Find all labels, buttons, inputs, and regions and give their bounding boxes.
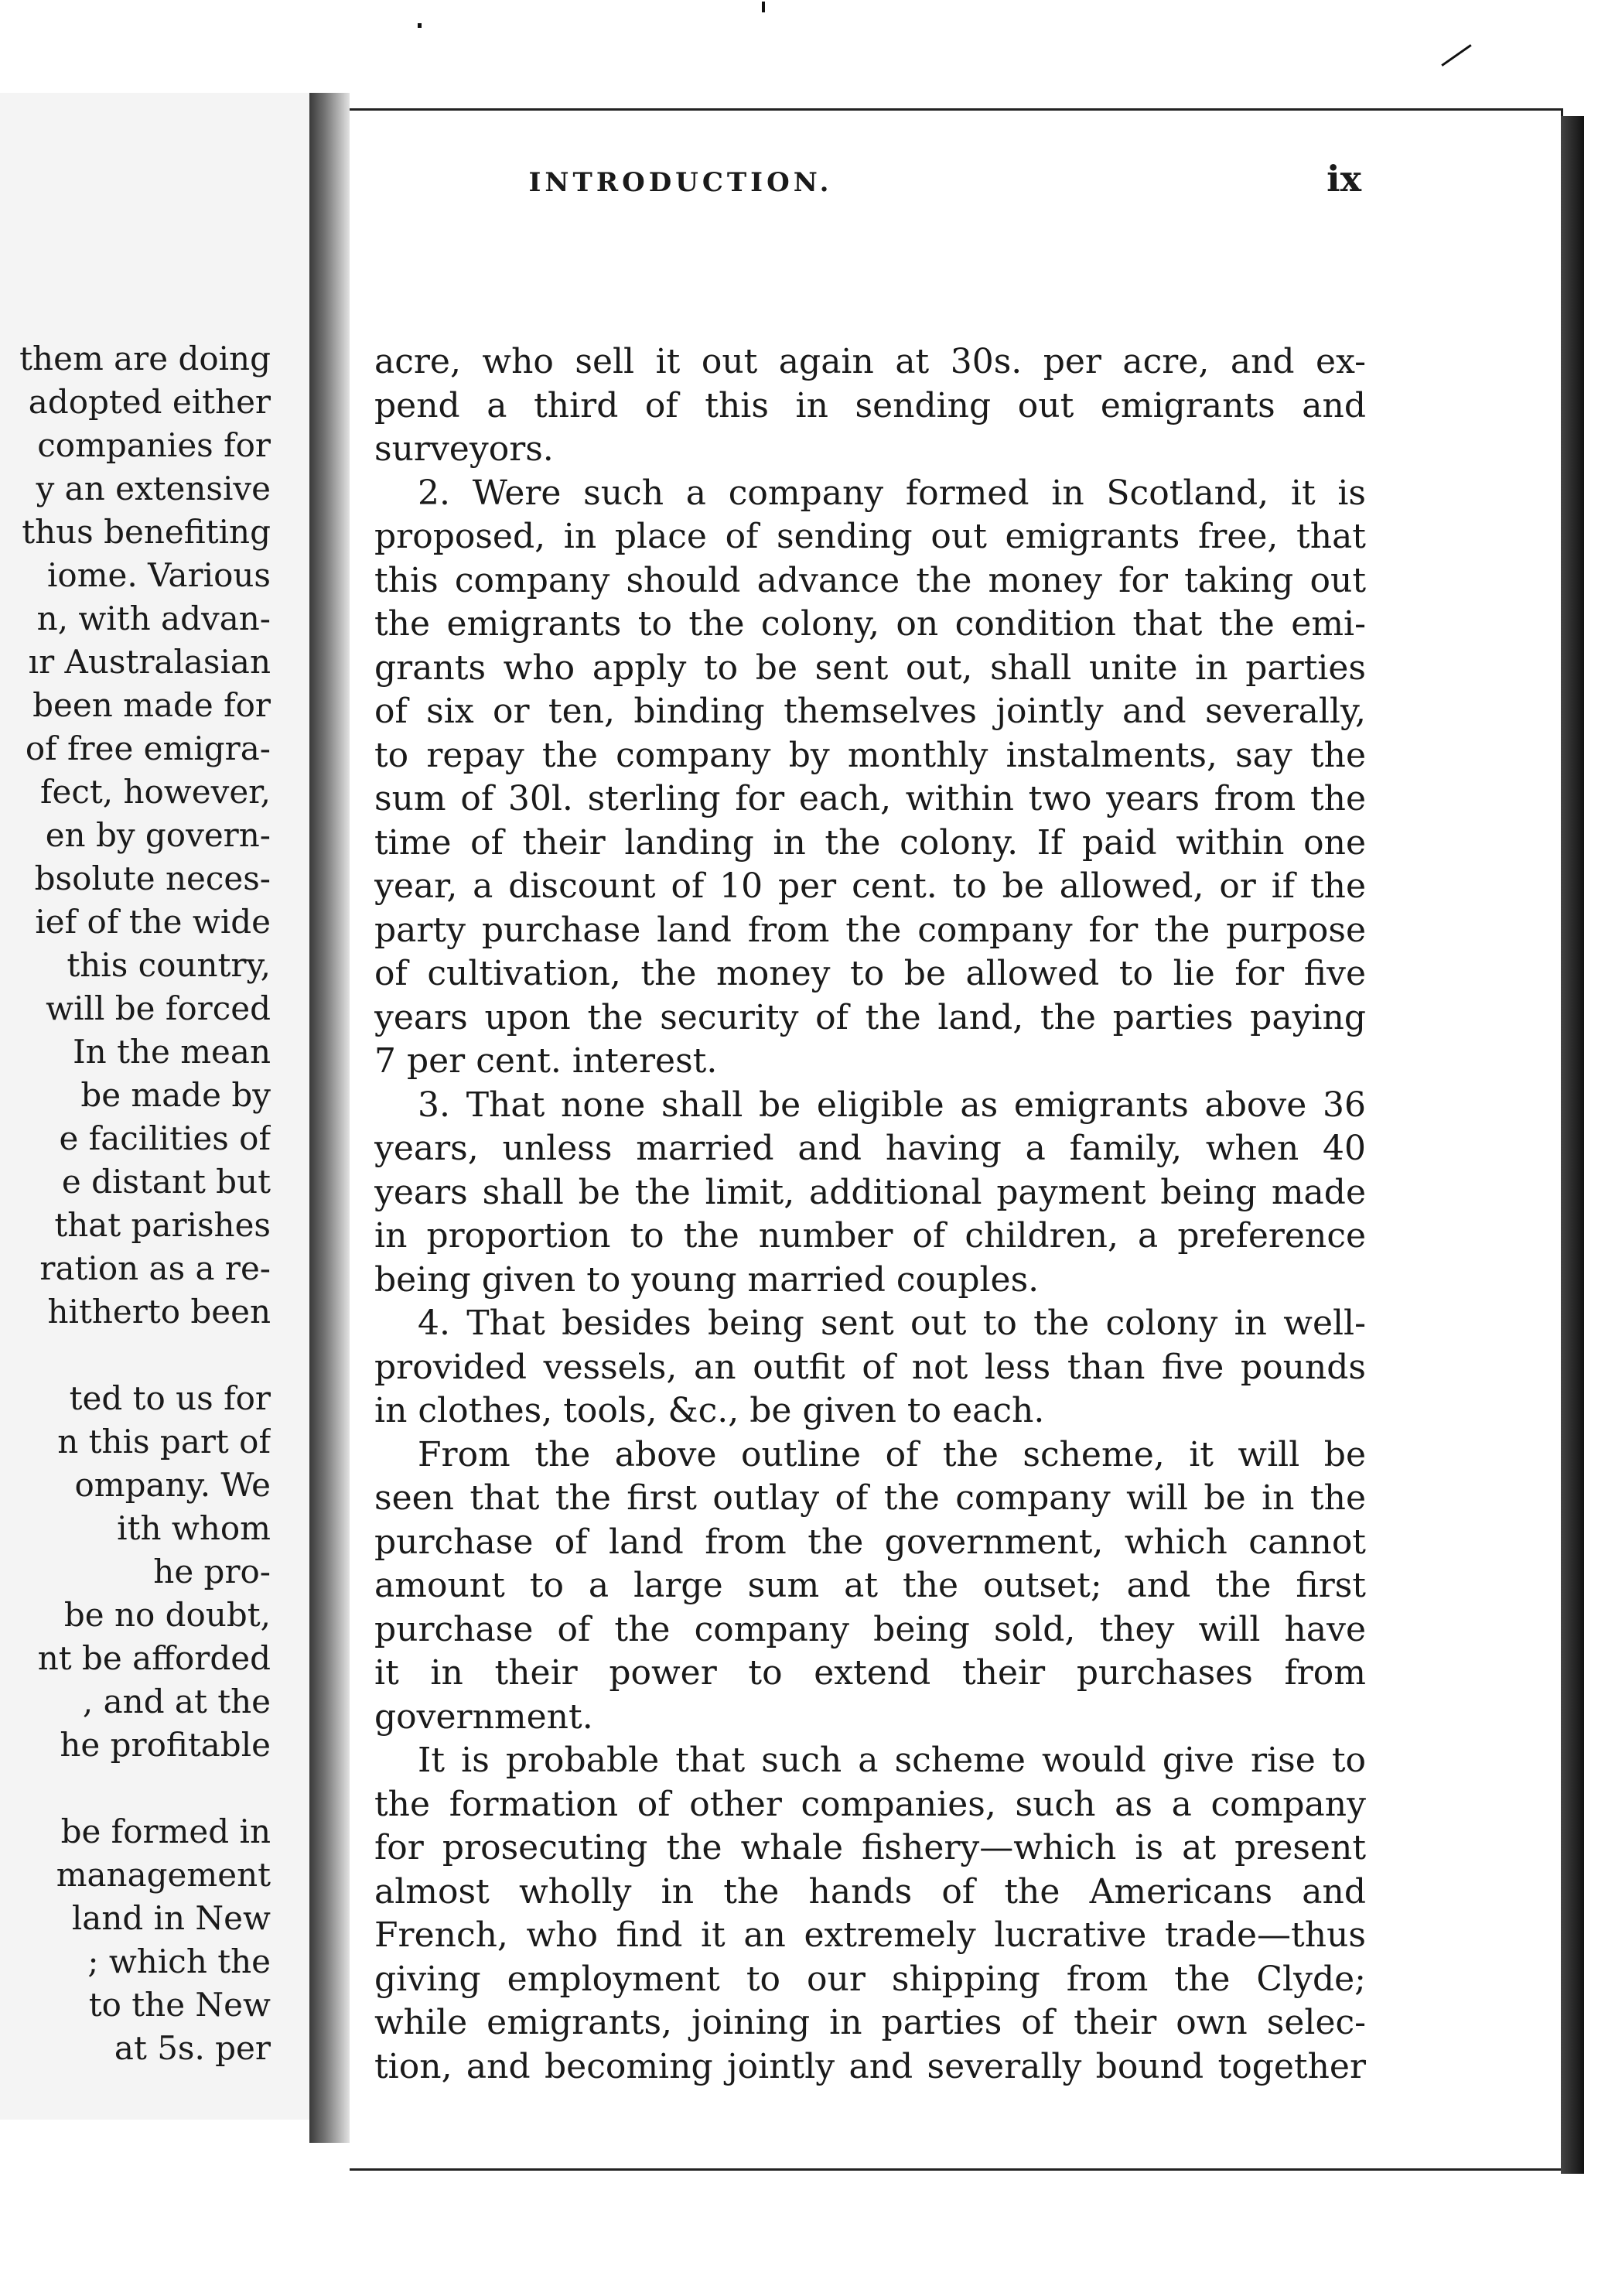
left-page-line: ır Australasian	[28, 643, 271, 681]
body-line: the formation of other companies, such as a company	[374, 1784, 1366, 1824]
left-page-line: ief of the wide	[35, 903, 271, 941]
left-page-line	[0, 1334, 271, 1377]
body-line: provided vessels, an outfit of not less than five pounds	[374, 1347, 1366, 1387]
top-specks	[418, 23, 422, 28]
body-line: French, who find it an extremely lucrative trade—thus	[374, 1915, 1366, 1955]
body-line: acre, who sell it out again at 30s. per acre, and ex-	[374, 342, 1366, 381]
left-page-line: he profitable	[60, 1726, 271, 1764]
body-line: 2. Were such a company formed in Scotland, it is	[418, 473, 1366, 513]
left-page-line: thus benefiting	[22, 513, 271, 551]
body-line: being given to young married couples.	[374, 1259, 1040, 1300]
left-page-line: bsolute neces-	[34, 859, 271, 897]
body-line: in proportion to the number of children, a preference	[374, 1216, 1366, 1256]
left-page-line: ; which the	[87, 1942, 271, 1980]
body-line: this company should advance the money for taking out	[374, 560, 1366, 600]
body-line: years, unless married and having a family, when 40	[374, 1129, 1366, 1168]
left-page-line: will be forced	[46, 989, 271, 1027]
left-page-line: at 5s. per	[114, 2029, 271, 2067]
body-line: tion, and becoming jointly and severally bound together	[374, 2046, 1366, 2086]
body-line: for prosecuting the whale fishery—which is at present	[374, 1828, 1366, 1867]
left-page-line: ompany. We	[74, 1466, 271, 1504]
left-page-line: nt be afforded	[37, 1639, 271, 1677]
left-page-line: been made for	[32, 686, 271, 724]
left-page-line: be formed in	[60, 1813, 271, 1850]
body-line: purchase of the company being sold, they will have	[374, 1609, 1366, 1649]
body-line: proposed, in place of sending out emigrants free, that	[374, 517, 1366, 556]
left-page-line: of free emigra-	[25, 729, 271, 767]
left-page-line: management	[56, 1856, 271, 1894]
body-line: years shall be the limit, additional payment being made	[374, 1172, 1366, 1212]
body-line: 3. That none shall be eligible as emigrants above 36	[418, 1085, 1366, 1125]
body-line: years upon the security of the land, the parties paying	[374, 997, 1366, 1037]
left-page-line: ted to us for	[69, 1379, 271, 1417]
facing-left-page	[0, 93, 311, 2120]
left-page-line: In the mean	[73, 1033, 271, 1071]
body-line: time of their landing in the colony. If paid within one	[374, 822, 1366, 863]
body-line: giving employment to our shipping from the Clyde;	[374, 1959, 1366, 1999]
body-line: to repay the company by monthly instalments, say the	[374, 735, 1366, 775]
book-gutter	[309, 93, 350, 2143]
left-page-line: , and at the	[82, 1683, 271, 1720]
left-page-line	[0, 1767, 271, 1810]
body-line: almost wholly in the hands of the Americans and	[374, 1871, 1366, 1912]
running-head: INTRODUCTION.	[528, 167, 833, 198]
body-line: 7 per cent. interest.	[374, 1041, 718, 1081]
body-line: From the above outline of the scheme, it will be	[418, 1434, 1366, 1474]
body-line: grants who apply to be sent out, shall unite in parties	[374, 647, 1366, 688]
left-page-text-column	[0, 337, 271, 2070]
left-page-line: them are doing	[19, 340, 271, 378]
left-page-line: adopted either	[28, 383, 271, 421]
body-line: It is probable that such a scheme would give rise to	[418, 1741, 1366, 1780]
body-line: while emigrants, joining in parties of their own selec-	[374, 2003, 1366, 2042]
left-page-line: e distant but	[61, 1163, 271, 1201]
left-page-line: e facilities of	[59, 1119, 271, 1157]
left-page-line: hitherto been	[47, 1293, 271, 1331]
body-line: pend a third of this in sending out emigrants and	[374, 385, 1366, 425]
body-text	[374, 340, 1366, 2089]
left-page-line: ration as a re-	[39, 1249, 271, 1287]
body-line: government.	[374, 1696, 593, 1737]
left-page-line: n, with advan-	[36, 600, 271, 637]
left-page-line: be made by	[80, 1076, 271, 1114]
body-line: seen that the first outlay of the company will be in the	[374, 1478, 1366, 1518]
left-page-line: y an extensive	[36, 470, 271, 507]
left-page-line: en by govern-	[45, 816, 271, 854]
left-page-line: ith whom	[117, 1509, 271, 1547]
body-line: party purchase land from the company for the purpose	[374, 910, 1366, 950]
page-number: ix	[1326, 158, 1361, 200]
body-line: of six or ten, binding themselves jointly and severally,	[374, 692, 1366, 731]
top-specks	[762, 2, 765, 12]
left-page-line: n this part of	[57, 1423, 271, 1461]
left-page-line: be no doubt,	[63, 1596, 271, 1634]
left-page-line: iome. Various	[46, 556, 271, 594]
left-page-line: fect, however,	[39, 773, 271, 811]
body-line: amount to a large sum at the outset; and the first	[374, 1566, 1366, 1605]
body-line: sum of 30l. sterling for each, within two years from the	[374, 779, 1366, 818]
left-page-line: companies for	[37, 426, 271, 464]
body-line: the emigrants to the colony, on condition that the emi-	[374, 604, 1366, 644]
left-page-line: to the New	[88, 1986, 271, 2024]
body-line: purchase of land from the government, which cannot	[374, 1522, 1366, 1562]
left-page-line: land in New	[71, 1899, 271, 1937]
body-line: year, a discount of 10 per cent. to be allowed, or if the	[374, 866, 1366, 906]
page-edge-shadow	[1561, 116, 1584, 2174]
body-line: in clothes, tools, &c., be given to each.	[374, 1391, 1045, 1430]
left-page-line: he pro-	[153, 1553, 271, 1590]
body-line: surveyors.	[374, 429, 554, 469]
left-page-line: this country,	[67, 946, 271, 984]
top-corner-mark	[1441, 44, 1471, 67]
body-line: of cultivation, the money to be allowed to lie for five	[374, 954, 1366, 993]
body-line: 4. That besides being sent out to the colony in well-	[418, 1303, 1366, 1343]
body-line: it in their power to extend their purchases from	[374, 1653, 1366, 1693]
left-page-line: that parishes	[54, 1206, 271, 1244]
